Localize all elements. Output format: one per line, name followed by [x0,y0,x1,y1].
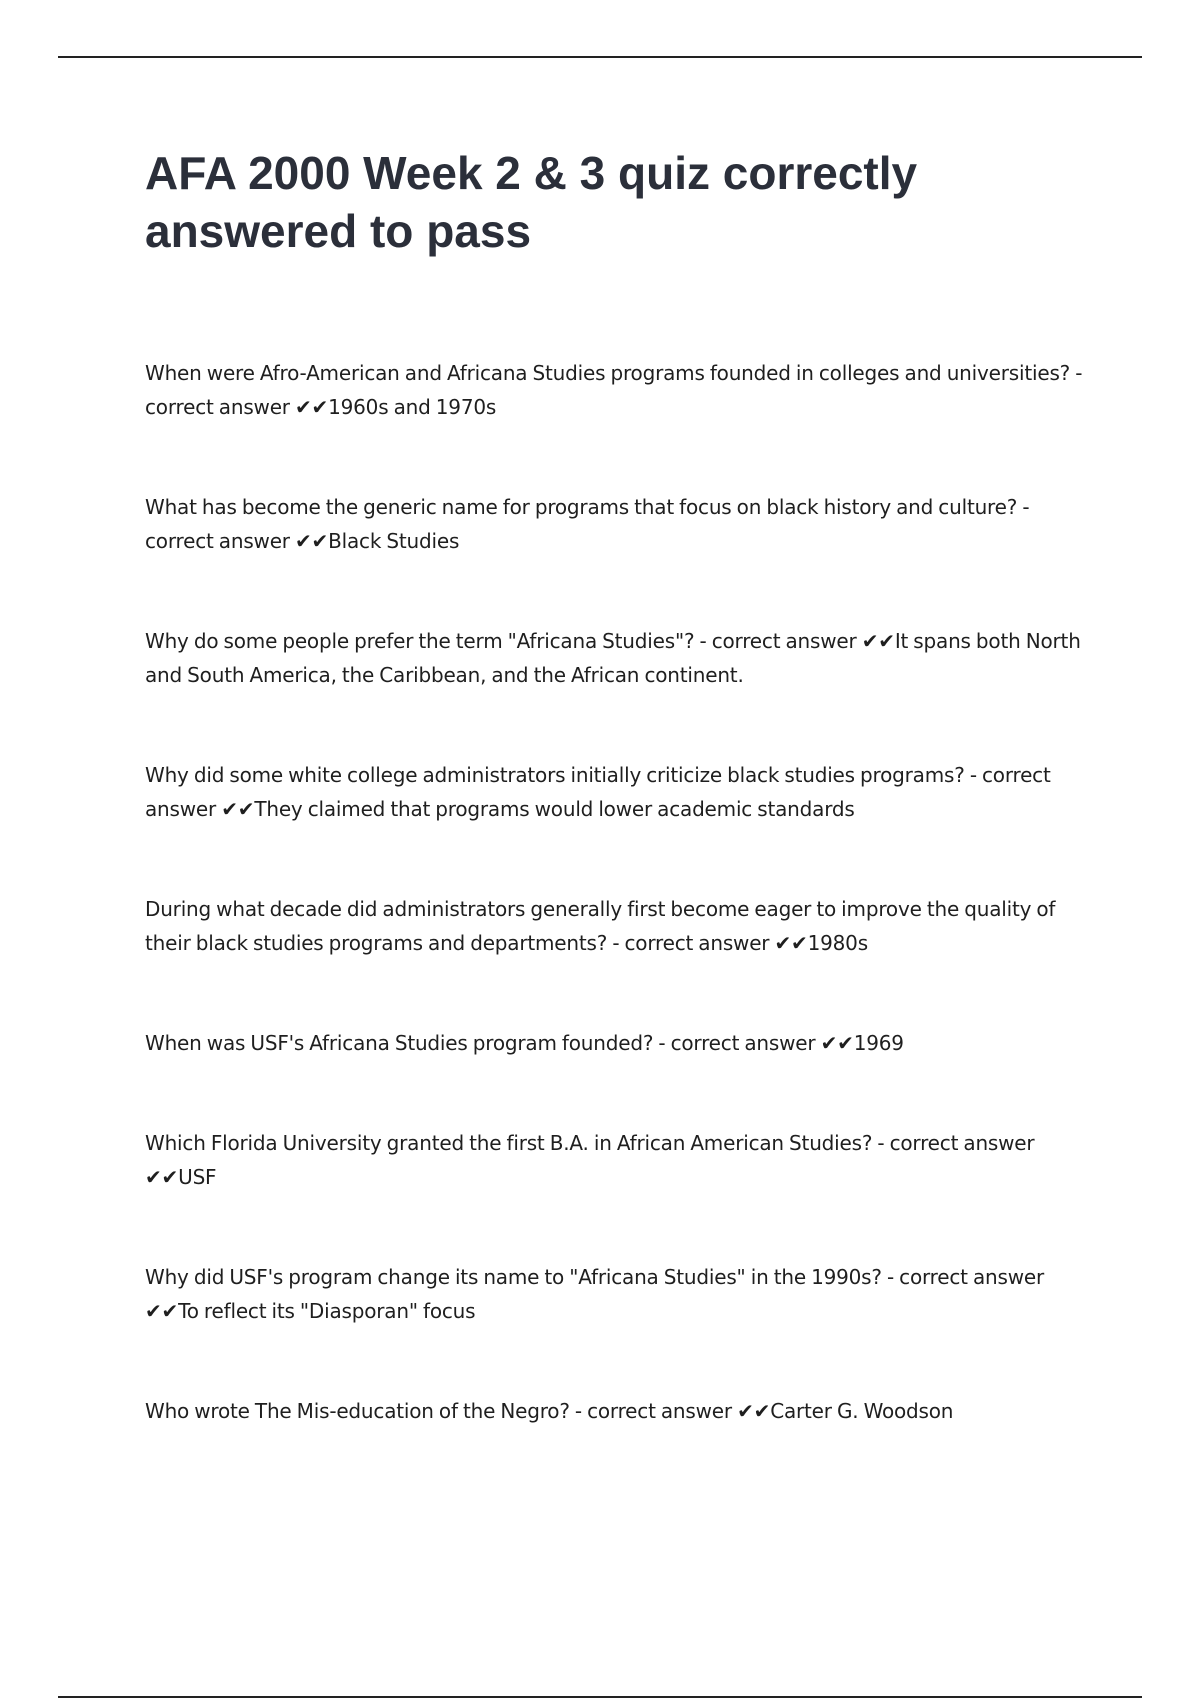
answer-text: 1980s [807,931,868,955]
answer-text: Black Studies [328,529,460,553]
answer-separator: - correct answer [145,361,1083,419]
qa-item [145,624,1085,692]
answer-text: Carter G. Woodson [770,1399,954,1423]
check-marks: ✔✔ [820,1031,854,1055]
bottom-divider [58,1696,1142,1698]
answer-separator: - correct answer [569,1399,738,1423]
question-text: Why did USF's program change its name to "Africana Studies" in the 1990s? [145,1265,882,1289]
top-divider [58,56,1142,58]
qa-item [145,490,1085,558]
qa-item [145,1126,1085,1194]
question-text: What has become the generic name for programs that focus on black history and culture? [145,495,1018,519]
check-marks: ✔✔ [861,629,895,653]
answer-text: USF [178,1165,217,1189]
check-marks: ✔✔ [145,1299,179,1323]
answer-separator: - correct answer [145,495,1030,553]
check-marks: ✔✔ [145,1165,179,1189]
qa-list [145,356,1085,1428]
answer-text: They claimed that programs would lower academic standards [254,797,855,821]
check-marks: ✔✔ [294,529,329,553]
answer-separator: - correct answer [881,1265,1044,1289]
answer-separator: - correct answer [694,629,862,653]
answer-text: To reflect its "Diasporan" focus [178,1299,476,1323]
question-text: Which Florida University granted the first B.A. in African American Studies? [145,1131,873,1155]
question-text: During what decade did administrators generally first become eager to improve the quality of their black studies programs and departments? [145,897,1056,955]
question-text: When was USF's Africana Studies program founded? [145,1031,654,1055]
page-title: AFA 2000 Week 2 & 3 quiz correctly answered to pass [145,147,918,257]
answer-separator: - correct answer [653,1031,821,1055]
question-text: Why do some people prefer the term "Africana Studies"? [145,629,695,653]
qa-item [145,1026,1085,1060]
qa-item [145,1394,1085,1428]
qa-item [145,758,1085,826]
question-text: Why did some white college administrators initially criticize black studies programs? [145,763,965,787]
answer-separator: - correct answer [872,1131,1035,1155]
question-text: Who wrote The Mis-education of the Negro? [145,1399,570,1423]
qa-item [145,892,1085,960]
check-marks: ✔✔ [221,797,255,821]
answer-text: It spans both North and South America, the Caribbean, and the African continent. [145,629,1081,687]
check-marks: ✔✔ [294,395,329,419]
answer-text: 1969 [853,1031,904,1055]
question-text: When were Afro-American and Africana Studies programs founded in colleges and universities? [145,361,1071,385]
answer-separator: - correct answer [607,931,775,955]
qa-item [145,1260,1085,1328]
check-marks: ✔✔ [774,931,808,955]
answer-separator: - correct answer [145,763,1051,821]
answer-text: 1960s and 1970s [328,395,497,419]
check-marks: ✔✔ [737,1399,771,1423]
qa-item [145,356,1085,424]
